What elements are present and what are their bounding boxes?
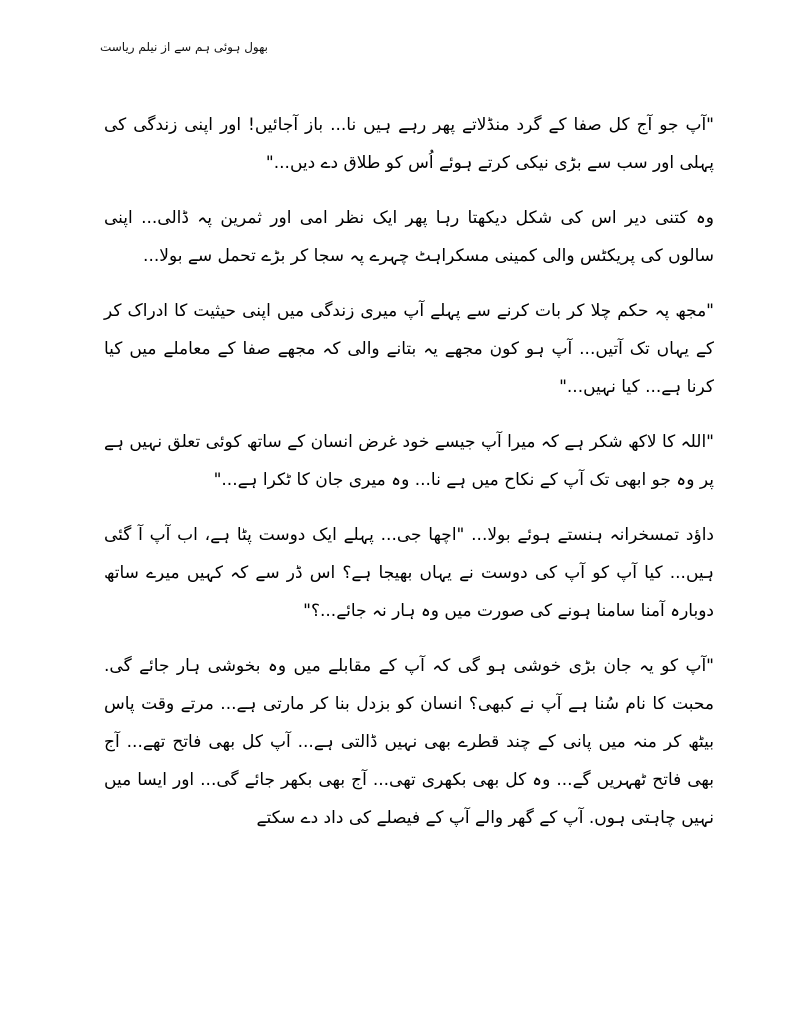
paragraph-2: وہ کتنی دیر اس کی شکل دیکھتا رہا پھر ایک نظر امی اور ثمرین پہ ڈالی... اپنی سالوں کی پریکٹس والی کمینی مسکراہٹ چہرے پہ سجا کر بڑے تحمل سے بولا... <box>104 208 714 266</box>
paragraph-3: "مجھ پہ حکم چلا کر بات کرنے سے پہلے آپ میری زندگی میں اپنی حیثیت کا ادراک کر کے یہاں تک آتیں... آپ ہو کون مجھے یہ بتانے والی کہ مجھے صفا کے معاملے میں کیا کرنا ہے... کیا نہیں..." <box>104 301 714 397</box>
paragraph-6: "آپ کو یہ جان بڑی خوشی ہو گی کہ آپ کے مقابلے میں وہ بخوشی ہار جائے گی. محبت کا نام سُنا ہے آپ نے کبھی؟ انسان کو بزدل بنا کر مارتی ہے... مرتے وقت پاس بیٹھ کر منہ میں پانی کے چند قطرے بھی نہیں ڈالتی ہے... آپ کل بھی فاتح تھے... آج بھی فاتح ٹھہریں گے... وہ کل بھی بکھری تھی... آج بھی بکھر جائے گی... اور ایسا میں نہیں چاہتی ہوں. آپ کے گھر والے آپ کے فیصلے کی داد دے سکتے <box>104 656 714 828</box>
paragraph-5: داؤد تمسخرانہ ہنستے ہوئے بولا... "اچھا جی... پہلے ایک دوست پٹا ہے، اب آپ آ گئی ہیں... کیا آپ کو آپ کی دوست نے یہاں بھیجا ہے؟ اس ڈر سے کہ کہیں میرے ساتھ دوبارہ آمنا سامنا ہونے کی صورت میں وہ ہار نہ جائے...؟" <box>104 525 714 621</box>
running-header: بھول ہوئی ہم سے از نیلم ریاست <box>99 40 268 54</box>
paragraph-4: "اللہ کا لاکھ شکر ہے کہ میرا آپ جیسے خود غرض انسان کے ساتھ کوئی تعلق نہیں ہے پر وہ جو ابھی تک آپ کے نکاح میں ہے نا... وہ میری جان کا ٹکرا ہے..." <box>104 432 714 490</box>
body-text <box>104 106 714 854</box>
paragraph-1: "آپ جو آج کل صفا کے گرد منڈلاتے پھر رہے ہیں نا... باز آجائیں! اور اپنی زندگی کی پہلی اور سب سے بڑی نیکی کرتے ہوئے اُس کو طلاق دے دیں..." <box>104 115 714 173</box>
